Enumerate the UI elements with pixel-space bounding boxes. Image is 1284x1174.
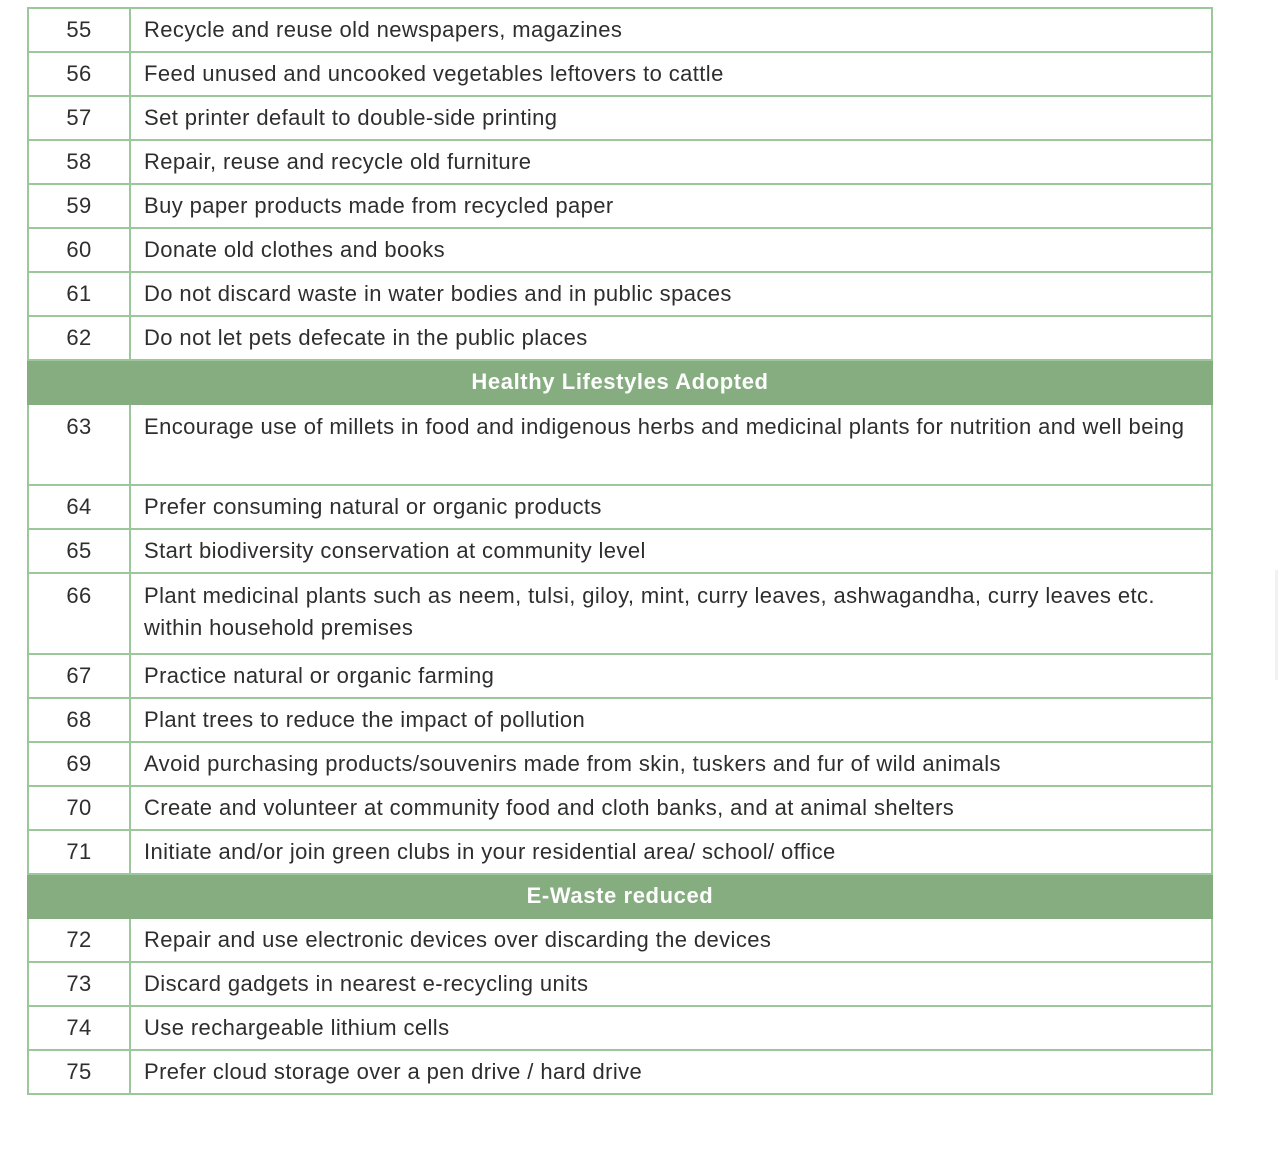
row-text: Do not discard waste in water bodies and in public spaces [130, 272, 1212, 316]
row-number: 55 [28, 8, 130, 52]
section-heading-row [28, 874, 1212, 918]
row-text: Do not let pets defecate in the public places [130, 316, 1212, 360]
row-text: Prefer cloud storage over a pen drive / hard drive [130, 1050, 1212, 1094]
table-row [28, 918, 1212, 962]
table-row [28, 8, 1212, 52]
table-row [28, 1050, 1212, 1094]
row-number: 74 [28, 1006, 130, 1050]
row-text: Avoid purchasing products/souvenirs made from skin, tuskers and fur of wild animals [130, 742, 1212, 786]
row-text: Plant medicinal plants such as neem, tulsi, giloy, mint, curry leaves, ashwagandha, curry leaves etc. within household premises [130, 573, 1212, 654]
page-edge-shadow [1275, 570, 1278, 680]
row-number: 70 [28, 786, 130, 830]
section-heading-row [28, 360, 1212, 404]
table-row [28, 272, 1212, 316]
row-text: Repair, reuse and recycle old furniture [130, 140, 1212, 184]
table-row [28, 830, 1212, 874]
row-number: 65 [28, 529, 130, 573]
row-text: Prefer consuming natural or organic products [130, 485, 1212, 529]
row-number: 72 [28, 918, 130, 962]
row-text: Set printer default to double-side printing [130, 96, 1212, 140]
table-row [28, 404, 1212, 485]
table-row [28, 52, 1212, 96]
table-row [28, 316, 1212, 360]
table-row [28, 529, 1212, 573]
row-text: Plant trees to reduce the impact of pollution [130, 698, 1212, 742]
row-text: Discard gadgets in nearest e-recycling units [130, 962, 1212, 1006]
table-row [28, 573, 1212, 654]
row-text: Donate old clothes and books [130, 228, 1212, 272]
table-row [28, 96, 1212, 140]
section-heading: E-Waste reduced [28, 874, 1212, 918]
row-number: 71 [28, 830, 130, 874]
row-number: 63 [28, 404, 130, 485]
row-number: 58 [28, 140, 130, 184]
row-text: Create and volunteer at community food and cloth banks, and at animal shelters [130, 786, 1212, 830]
row-number: 61 [28, 272, 130, 316]
row-text: Use rechargeable lithium cells [130, 1006, 1212, 1050]
table-row [28, 742, 1212, 786]
row-number: 73 [28, 962, 130, 1006]
actions-table-container [27, 7, 1213, 1095]
table-row [28, 228, 1212, 272]
actions-table [27, 7, 1213, 1095]
row-text: Buy paper products made from recycled paper [130, 184, 1212, 228]
table-row [28, 962, 1212, 1006]
table-row [28, 485, 1212, 529]
row-number: 64 [28, 485, 130, 529]
row-text: Encourage use of millets in food and indigenous herbs and medicinal plants for nutrition and well being [130, 404, 1212, 485]
table-row [28, 654, 1212, 698]
table-row [28, 184, 1212, 228]
row-number: 68 [28, 698, 130, 742]
row-number: 59 [28, 184, 130, 228]
table-row [28, 140, 1212, 184]
row-number: 69 [28, 742, 130, 786]
table-row [28, 698, 1212, 742]
row-number: 57 [28, 96, 130, 140]
row-text: Initiate and/or join green clubs in your residential area/ school/ office [130, 830, 1212, 874]
row-text: Start biodiversity conservation at community level [130, 529, 1212, 573]
row-text: Recycle and reuse old newspapers, magazines [130, 8, 1212, 52]
row-number: 62 [28, 316, 130, 360]
row-text: Feed unused and uncooked vegetables leftovers to cattle [130, 52, 1212, 96]
row-number: 60 [28, 228, 130, 272]
section-heading: Healthy Lifestyles Adopted [28, 360, 1212, 404]
table-row [28, 786, 1212, 830]
row-number: 56 [28, 52, 130, 96]
row-text: Practice natural or organic farming [130, 654, 1212, 698]
row-number: 67 [28, 654, 130, 698]
row-number: 75 [28, 1050, 130, 1094]
row-text: Repair and use electronic devices over discarding the devices [130, 918, 1212, 962]
row-number: 66 [28, 573, 130, 654]
table-row [28, 1006, 1212, 1050]
